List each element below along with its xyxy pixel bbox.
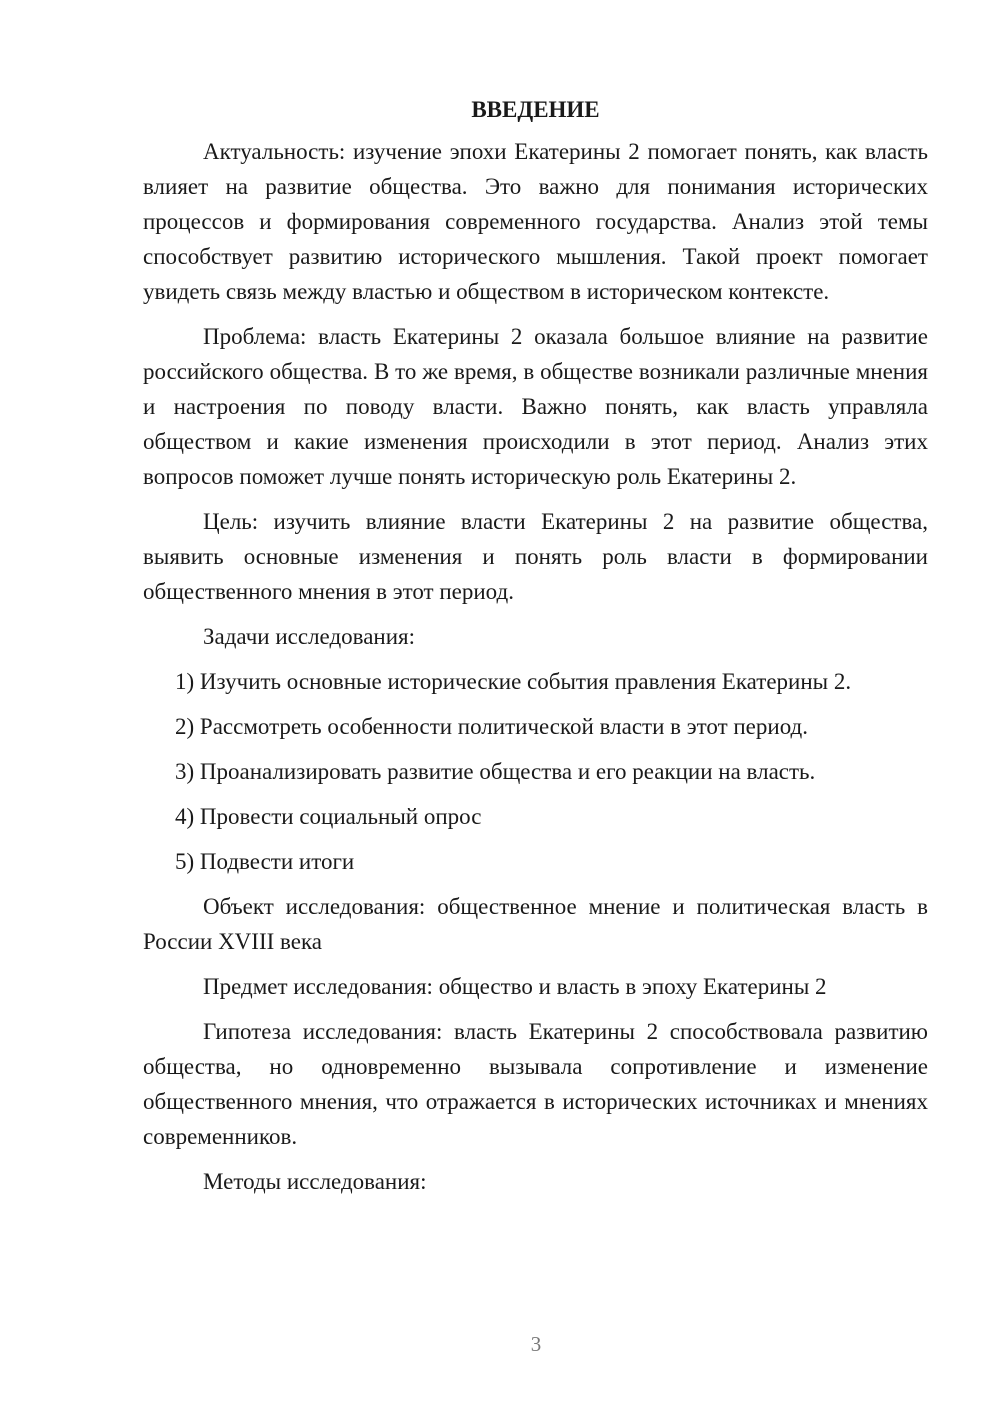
subject-paragraph: Предмет исследования: общество и власть в эпоху Екатерины 2 xyxy=(203,974,827,999)
list-item: 5) Подвести итоги xyxy=(175,849,355,874)
list-item: 2) Рассмотреть особенности политической власти в этот период. xyxy=(175,714,808,739)
page-number: 3 xyxy=(530,1332,542,1356)
list-item: 4) Провести социальный опрос xyxy=(175,804,482,829)
document-body xyxy=(143,92,928,1209)
goal-paragraph: Цель: изучить влияние власти Екатерины 2 на развитие общества, выявить основные изменения и понять роль власти в формировании общественного мнения в этот период. xyxy=(143,509,928,604)
list-item: 3) Проанализировать развитие общества и его реакции на власть. xyxy=(175,759,816,784)
page-title: ВВЕДЕНИЕ xyxy=(471,97,600,122)
list-item: 1) Изучить основные исторические события правления Екатерины 2. xyxy=(175,669,852,694)
tasks-list xyxy=(143,664,928,879)
methods-heading: Методы исследования: xyxy=(203,1169,427,1194)
problem-paragraph: Проблема: власть Екатерины 2 оказала большое влияние на развитие российского общества. В то же время, в обществе возникали различные мнения и настроения по поводу власти. Важно понять, как власть управляла обществом и какие изменения происходили в этот период. Анализ этих вопросов поможет лучше понять историческую роль Екатерины 2. xyxy=(143,324,928,489)
relevance-paragraph: Актуальность: изучение эпохи Екатерины 2 помогает понять, как власть влияет на развитие общества. Это важно для понимания исторических процессов и формирования современного государства. Анализ этой темы способствует развитию исторического мышления. Такой проект помогает увидеть связь между властью и обществом в историческом контексте. xyxy=(143,139,928,304)
object-paragraph: Объект исследования: общественное мнение и политическая власть в России XVIII века xyxy=(143,894,928,954)
tasks-heading: Задачи исследования: xyxy=(203,624,416,649)
hypothesis-paragraph: Гипотеза исследования: власть Екатерины 2 способствовала развитию общества, но одновременно вызывала сопротивление и изменение общественного мнения, что отражается в исторических источниках и мнениях современников. xyxy=(143,1019,928,1149)
